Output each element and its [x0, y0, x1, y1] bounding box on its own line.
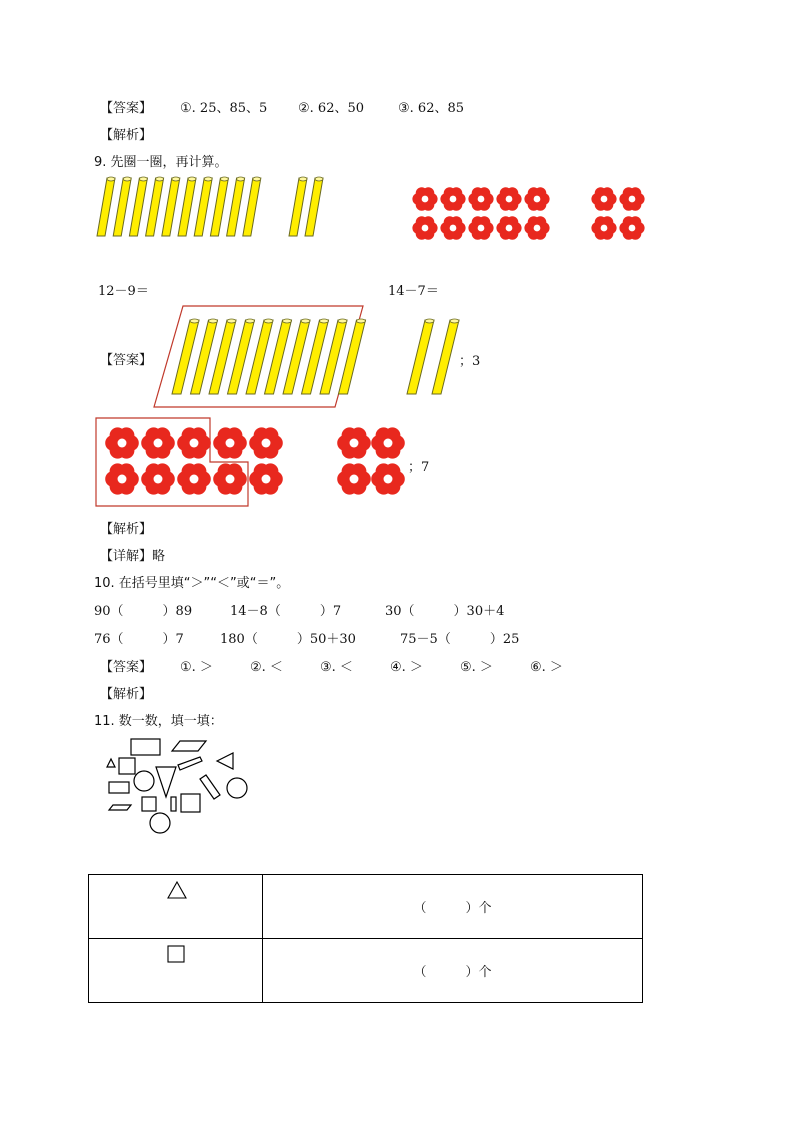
- square-icon: [167, 945, 185, 963]
- flower: [213, 427, 247, 458]
- question-title: 10. 在括号里填“＞”“＜”或“＝”。: [94, 576, 290, 591]
- stick: [178, 177, 196, 236]
- flower: [468, 187, 493, 210]
- flower: [591, 216, 616, 239]
- answer-item: ④. ＞: [390, 660, 423, 675]
- flower: [213, 463, 247, 494]
- question-title: 11. 数一数，填一填：: [94, 714, 223, 729]
- square-shape: [142, 797, 156, 811]
- question-title: 9. 先圈一圈，再计算。: [94, 155, 228, 170]
- detail-text: 略: [152, 549, 166, 564]
- flower: [440, 187, 465, 210]
- stick: [289, 177, 307, 236]
- square-shape: [119, 758, 135, 774]
- flower: [141, 427, 175, 458]
- answer-item: ⑤. ＞: [460, 660, 493, 675]
- flower: [177, 463, 211, 494]
- stick: [97, 177, 115, 236]
- square-shape: [181, 794, 200, 812]
- flower: [249, 427, 283, 458]
- detail-label: [100, 545, 165, 564]
- answer-label: 【答案】: [100, 660, 153, 675]
- answer-result: ；7: [408, 460, 430, 475]
- flower: [141, 463, 175, 494]
- flower: [619, 187, 644, 210]
- expression: 14－7＝: [388, 284, 439, 299]
- answer-table: [88, 874, 643, 1003]
- blank-cell[interactable]: （ ）个: [263, 939, 643, 1003]
- rectangle-shape: [200, 775, 220, 799]
- flower: [440, 216, 465, 239]
- table-row: [89, 939, 643, 1003]
- stick: [194, 177, 212, 236]
- compare-item: 180（ ）50＋30: [220, 632, 356, 647]
- flower: [412, 187, 437, 210]
- flower: [249, 463, 283, 494]
- stick: [162, 177, 180, 236]
- triangle-shape: [156, 767, 176, 797]
- stick: [113, 177, 131, 236]
- triangle-icon: [167, 881, 187, 899]
- flower: [371, 463, 405, 494]
- compare-item: 76（ ）7: [94, 632, 184, 647]
- flower: [524, 216, 549, 239]
- compare-item: 14－8（ ）7: [230, 604, 342, 619]
- stick: [432, 319, 459, 394]
- detail-label-text: 【详解】: [100, 549, 153, 564]
- blank-cell[interactable]: （ ）个: [263, 875, 643, 939]
- rectangle-shape: [171, 797, 176, 811]
- circle-shape: [150, 813, 170, 833]
- answer-result: ；3: [459, 354, 481, 369]
- stick: [227, 177, 245, 236]
- stick: [129, 177, 147, 236]
- flower: [412, 216, 437, 239]
- rectangle-shape: [109, 782, 129, 793]
- compare-item: 75－5（ ）25: [400, 632, 520, 647]
- stick: [243, 177, 261, 236]
- parallelogram-shape: [172, 741, 206, 751]
- flower: [105, 463, 139, 494]
- stick: [210, 177, 228, 236]
- expression: 12－9＝: [98, 284, 149, 299]
- answer-label: 【答案】: [100, 353, 153, 368]
- circle-shape: [227, 778, 247, 798]
- analysis-label: 【解析】: [100, 687, 153, 702]
- flower: [619, 216, 644, 239]
- flower: [496, 187, 521, 210]
- answer-label: 【答案】: [100, 101, 153, 116]
- stick: [305, 177, 323, 236]
- compare-item: 30（ ）30＋4: [385, 604, 505, 619]
- flower: [337, 427, 371, 458]
- compare-item: 90（ ）89: [94, 604, 193, 619]
- flower: [524, 187, 549, 210]
- analysis-label: 【解析】: [100, 522, 153, 537]
- triangle-shape: [217, 753, 233, 769]
- shape-cell: [89, 875, 263, 939]
- answer-item: ②. ＜: [250, 660, 283, 675]
- shape-cell: [89, 939, 263, 1003]
- parallelogram-shape: [178, 757, 202, 770]
- flower: [468, 216, 493, 239]
- flower: [337, 463, 371, 494]
- flower: [105, 427, 139, 458]
- table-row: [89, 875, 643, 939]
- flower: [496, 216, 521, 239]
- answer-item: ⑥. ＞: [530, 660, 563, 675]
- triangle-shape: [107, 759, 115, 767]
- stick: [146, 177, 164, 236]
- analysis-label: 【解析】: [100, 128, 153, 143]
- answer-item: ②. 62、50: [298, 101, 365, 116]
- answer-item: ①. 25、85、5: [180, 101, 268, 116]
- flower: [177, 427, 211, 458]
- answer-item: ③. 62、85: [398, 101, 465, 116]
- answer-item: ③. ＜: [320, 660, 353, 675]
- circle-shape: [134, 771, 154, 791]
- parallelogram-shape: [109, 805, 131, 810]
- shapes-illustration: [100, 735, 260, 835]
- answer-item: ①. ＞: [180, 660, 213, 675]
- stick: [407, 319, 434, 394]
- flower: [371, 427, 405, 458]
- rectangle-shape: [131, 739, 160, 755]
- flower: [591, 187, 616, 210]
